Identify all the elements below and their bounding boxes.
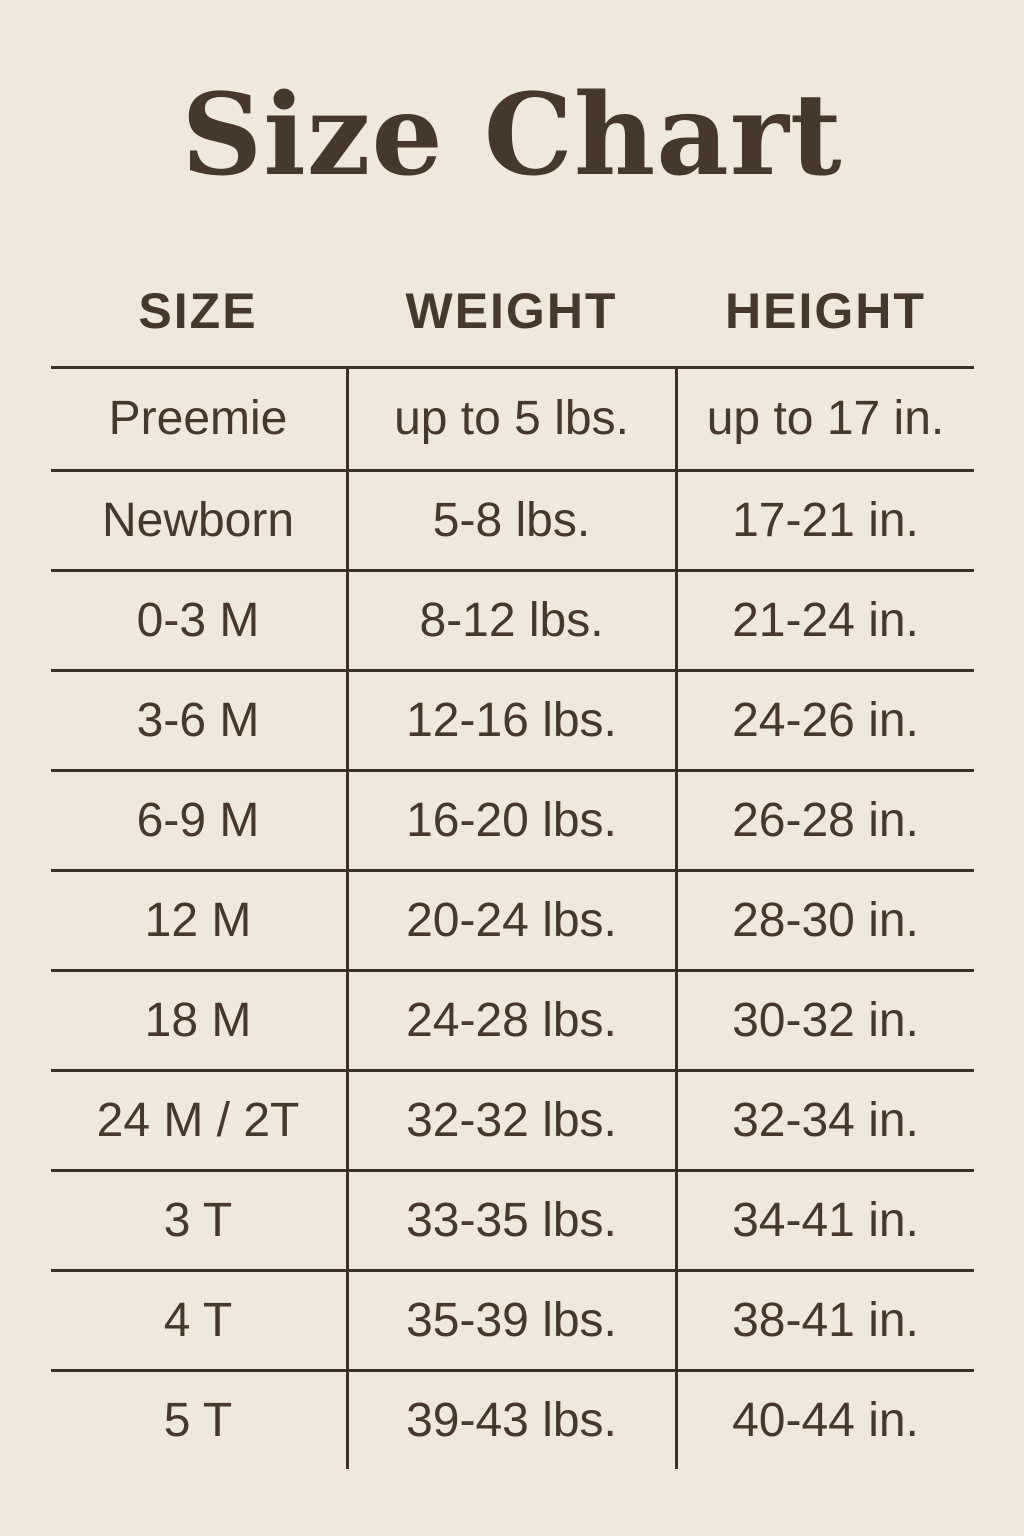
weight-cell: up to 5 lbs.: [346, 369, 678, 469]
height-cell: 28-30 in.: [678, 869, 974, 969]
weight-cell: 5-8 lbs.: [346, 469, 678, 569]
size-cell: Newborn: [51, 469, 346, 569]
size-cell: 6-9 M: [51, 769, 346, 869]
size-cell: 3-6 M: [51, 669, 346, 769]
height-cell: up to 17 in.: [706, 392, 945, 445]
height-cell: 24-26 in.: [678, 669, 974, 769]
weight-cell: 8-12 lbs.: [346, 569, 678, 669]
weight-cell: 24-28 lbs.: [346, 969, 678, 1069]
weight-cell: 39-43 lbs.: [346, 1369, 678, 1469]
size-cell: 0-3 M: [51, 569, 346, 669]
height-cell: 32-34 in.: [678, 1069, 974, 1169]
column-header-weight: WEIGHT: [346, 210, 678, 369]
size-cell: Preemie: [108, 392, 288, 445]
column-header-size: SIZE: [51, 210, 346, 369]
height-cell: 17-21 in.: [678, 469, 974, 569]
size-cell: 18 M: [51, 969, 346, 1069]
weight-cell: 35-39 lbs.: [346, 1269, 678, 1369]
height-cell: 21-24 in.: [678, 569, 974, 669]
height-cell: 30-32 in.: [678, 969, 974, 1069]
size-cell: 3 T: [51, 1169, 346, 1269]
height-cell: 38-41 in.: [678, 1269, 974, 1369]
column-header-height: HEIGHT: [678, 210, 974, 369]
weight-cell: 20-24 lbs.: [346, 869, 678, 969]
height-cell: 26-28 in.: [678, 769, 974, 869]
size-chart-table: [51, 210, 974, 1469]
weight-cell: 16-20 lbs.: [346, 769, 678, 869]
size-cell: 4 T: [51, 1269, 346, 1369]
height-cell: 34-41 in.: [678, 1169, 974, 1269]
weight-cell: 33-35 lbs.: [346, 1169, 678, 1269]
page-title: Size Chart: [181, 70, 843, 201]
size-cell: 12 M: [51, 869, 346, 969]
weight-cell: 32-32 lbs.: [346, 1069, 678, 1169]
size-cell: 24 M / 2T: [51, 1069, 346, 1169]
weight-cell: 12-16 lbs.: [346, 669, 678, 769]
size-cell: 5 T: [51, 1369, 346, 1469]
height-cell: 40-44 in.: [678, 1369, 974, 1469]
